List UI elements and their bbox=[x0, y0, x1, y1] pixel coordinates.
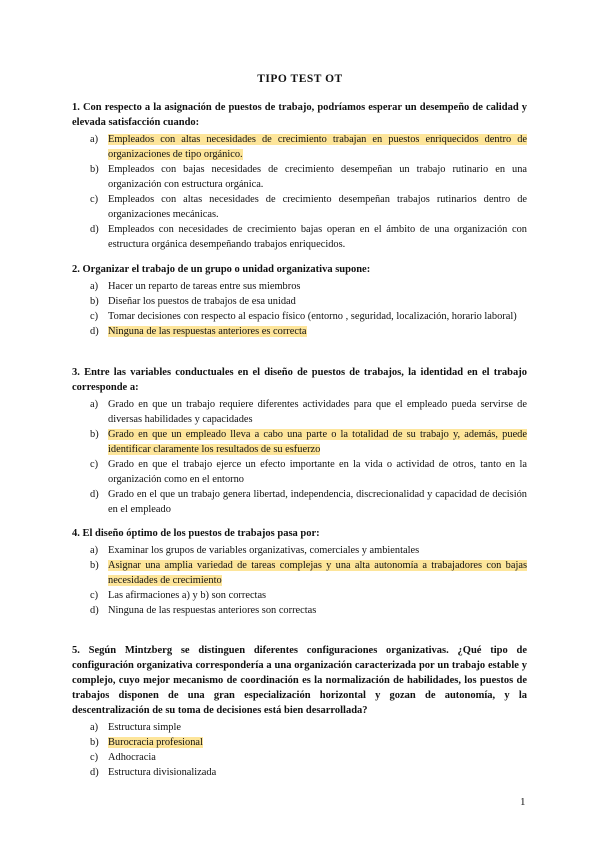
question-2 bbox=[72, 262, 527, 339]
question-text: 4. El diseño óptimo de los puestos de trabajos pasa por: bbox=[72, 528, 320, 539]
option-5a: a) Estructura simple bbox=[90, 722, 182, 733]
option-4d: d) Ninguna de las respuestas anteriores son correctas bbox=[90, 605, 317, 616]
option-4c: c) Las afirmaciones a) y b) son correctas bbox=[90, 590, 267, 601]
page-number: 1 bbox=[520, 796, 526, 808]
option-1a: a) Empleados con altas necesidades de crecimiento trabajan en puestos enriquecidos dentro de organizaciones de tipo orgánico. bbox=[90, 134, 527, 160]
answer-highlight: Ninguna de las respuestas anteriores es correcta bbox=[108, 326, 307, 337]
option-2d: d) Ninguna de las respuestas anteriores es correcta bbox=[90, 326, 307, 337]
question-1 bbox=[72, 100, 527, 252]
option-4b: b) Asignar una amplia variedad de tareas complejas y una alta autonomía a trabajadores con bajas necesidades de crecimiento bbox=[90, 560, 527, 586]
question-3 bbox=[72, 365, 527, 517]
option-list bbox=[72, 279, 527, 339]
option-list bbox=[72, 397, 527, 517]
option-2b: b) Diseñar los puestos de trabajos de esa unidad bbox=[90, 296, 296, 307]
document-title: TIPO TEST OT bbox=[257, 73, 343, 85]
option-2a: a) Hacer un reparto de tareas entre sus miembros bbox=[90, 281, 301, 292]
question-text: 2. Organizar el trabajo de un grupo o unidad organizativa supone: bbox=[72, 264, 371, 275]
option-5b: b) Burocracia profesional bbox=[90, 737, 203, 748]
question-text: 1. Con respecto a la asignación de puestos de trabajo, podríamos esperar un desempeño de calidad y elevada satisfacción cuando: bbox=[72, 102, 527, 128]
option-list bbox=[72, 543, 527, 618]
question-5 bbox=[72, 643, 527, 780]
answer-highlight: Grado en que un empleado lleva a cabo una parte o la totalidad de su trabajo y, además, puede identificar claramente los resultados de su esfuerzo bbox=[108, 429, 527, 455]
option-1b: b) Empleados con bajas necesidades de crecimiento desempeñan un trabajo rutinario en una organización con estructura orgánica. bbox=[90, 164, 527, 190]
option-4a: a) Examinar los grupos de variables organizativas, comerciales y ambientales bbox=[90, 545, 420, 556]
option-list bbox=[72, 720, 527, 780]
answer-highlight: Empleados con altas necesidades de crecimiento trabajan en puestos enriquecidos dentro de organizaciones de tipo orgánico. bbox=[108, 134, 527, 160]
option-5d: d) Estructura divisionalizada bbox=[90, 767, 217, 778]
option-3d: d) Grado en el que un trabajo genera libertad, independencia, discrecionalidad y capacidad de decisión en el empleado bbox=[90, 489, 527, 515]
option-1d: d) Empleados con necesidades de crecimiento bajas operan en el ámbito de una organización con estructura orgánica desempeñando trabajos enriquecidos. bbox=[90, 224, 527, 250]
question-4 bbox=[72, 526, 527, 618]
answer-highlight: Burocracia profesional bbox=[108, 737, 203, 748]
question-text: 3. Entre las variables conductuales en el diseño de puestos de trabajos, la identidad en el trabajo corresponde a: bbox=[72, 367, 527, 393]
option-1c: c) Empleados con altas necesidades de crecimiento desempeñan trabajos rutinarios dentro de organizaciones mecánicas. bbox=[90, 194, 527, 220]
option-2c: c) Tomar decisiones con respecto al espacio físico (entorno , seguridad, localización, horario laboral) bbox=[90, 311, 517, 322]
option-list bbox=[72, 132, 527, 252]
option-3c: c) Grado en que el trabajo ejerce un efecto importante en la vida o actividad de otros, tanto en la organización como en el entorno bbox=[90, 459, 527, 485]
option-3b: b) Grado en que un empleado lleva a cabo una parte o la totalidad de su trabajo y, además, puede identificar claramente los resultados de su esfuerzo bbox=[90, 429, 527, 455]
answer-highlight: Asignar una amplia variedad de tareas complejas y una alta autonomía a trabajadores con bajas necesidades de crecimiento bbox=[108, 560, 527, 586]
option-5c: c) Adhocracia bbox=[90, 752, 156, 763]
question-text: 5. Según Mintzberg se distinguen diferentes configuraciones organizativas. ¿Qué tipo de configuración organizativa correspondería a una organización caracterizada por un trabajo estable y complejo, cuyo mejor mecanismo de coordinación es la normalización de habilidades, los puestos de trabajos disponen de una gran especialización horizontal y gozan de autonomía, y la descentralización de su toma de decisiones está bien desarrollada? bbox=[72, 645, 527, 716]
option-3a: a) Grado en que un trabajo requiere diferentes actividades para que el empleado pueda servirse de diversas habilidades y capacidades bbox=[90, 399, 527, 425]
